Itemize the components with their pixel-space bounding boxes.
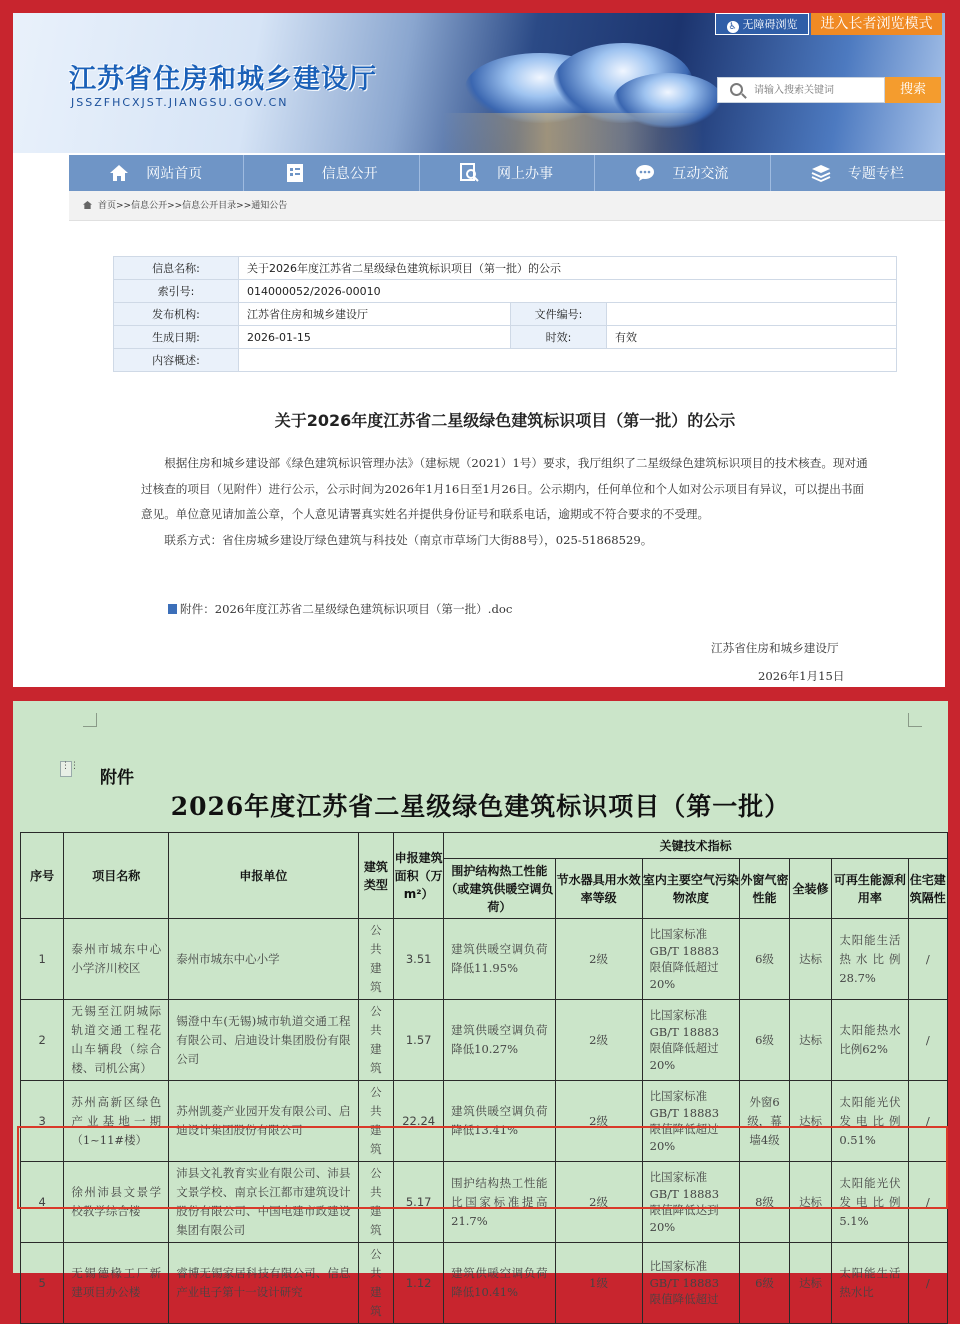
info-date-label: 生成日期: — [114, 326, 239, 349]
header-seq: 序号 — [21, 833, 64, 919]
nav-special-topics[interactable] — [771, 155, 945, 191]
header-name: 项目名称 — [64, 833, 169, 919]
header-decor: 全装修 — [789, 859, 832, 919]
info-docno-value — [607, 303, 897, 326]
info-docno-label: 文件编号: — [511, 303, 607, 326]
nav-label: 信息公开 — [321, 166, 378, 182]
air-line: GB/T 18883 — [649, 1105, 720, 1120]
attachment-label: 附件 — [100, 768, 134, 788]
cell-name: 泰州市城东中心小学济川校区 — [64, 919, 169, 1000]
cell-area: 5.17 — [394, 1162, 444, 1243]
info-validity-value: 有效 — [607, 326, 897, 349]
nav-info-public[interactable] — [244, 155, 419, 191]
air-line: 比国家标准 — [649, 1089, 708, 1103]
cell-name: 徐州沛县文景学校教学综合楼 — [64, 1162, 169, 1243]
table-row — [21, 1000, 948, 1081]
breadcrumb-path[interactable]: 首页>>信息公开>>信息公开目录>>通知公告 — [98, 201, 288, 211]
nav-label: 网上办事 — [497, 166, 554, 182]
nav-home[interactable] — [69, 155, 244, 191]
cell-area: 1.12 — [394, 1243, 444, 1324]
cell-renew: 太阳能光伏发电比例5.1% — [832, 1162, 908, 1243]
cell-unit: 锡澄中车(无锡)城市轨道交通工程有限公司、启迪设计集团股份有限公司 — [169, 1000, 358, 1081]
info-date-value: 2026-01-15 — [239, 326, 511, 349]
air-line: GB/T 18883 — [649, 1275, 720, 1290]
cell-envelope: 建筑供暖空调负荷降低10.27% — [444, 1000, 555, 1081]
cell-renew: 太阳能生活热水比例28.7% — [832, 919, 908, 1000]
site-title[interactable]: 江苏省住房和城乡建设厅 — [69, 64, 377, 95]
main-nav — [69, 155, 945, 191]
cell-window: 6级 — [740, 919, 790, 1000]
attachment-link[interactable] — [168, 601, 512, 617]
header-air: 室内主要空气污染物浓度 — [642, 859, 740, 919]
cell-unit: 沛县文礼教育实业有限公司、沛县文景学校、南京长江都市建筑设计股份有限公司、中国电建市政建设集团有限公司 — [169, 1162, 358, 1243]
air-line: 限值降低达到 — [649, 1203, 719, 1217]
cell-type: 公共建筑 — [358, 919, 394, 1000]
cell-unit: 睿博无锡家居科技有限公司、信息产业电子第十一设计研究 — [169, 1243, 358, 1324]
cell-air — [642, 1000, 740, 1081]
info-table — [113, 256, 897, 372]
margin-mark — [83, 713, 97, 727]
cell-air — [642, 919, 740, 1000]
cell-window: 外窗6级，幕墙4级 — [740, 1081, 790, 1162]
air-line: 限值降低超过 — [649, 960, 719, 974]
search-icon — [730, 83, 743, 96]
info-validity-label: 时效: — [511, 326, 607, 349]
cell-decor: 达标 — [789, 1162, 832, 1243]
cell-window: 6级 — [740, 1000, 790, 1081]
cell-extra: / — [908, 1162, 947, 1243]
info-summary-value — [239, 349, 897, 372]
cell-type: 公共建筑 — [358, 1162, 394, 1243]
cell-area: 3.51 — [394, 919, 444, 1000]
header-envelope: 围护结构热工性能（或建筑供暖空调负荷） — [444, 859, 555, 919]
header-area: 申报建筑面积（万m²） — [394, 833, 444, 919]
air-line: 限值降低超过 — [649, 1122, 719, 1136]
air-line: 20% — [649, 976, 676, 991]
header-key-indicators: 关键技术指标 — [444, 833, 948, 859]
info-publisher-value: 江苏省住房和城乡建设厅 — [239, 303, 511, 326]
home-icon — [83, 201, 92, 209]
cell-seq: 5 — [21, 1243, 64, 1324]
search-box — [717, 77, 885, 103]
accessibility-button[interactable] — [715, 13, 809, 35]
cell-decor: 达标 — [789, 1000, 832, 1081]
cell-air — [642, 1243, 740, 1324]
air-line: 限值降低超过 — [649, 1041, 719, 1055]
info-name-value: 关于2026年度江苏省二星级绿色建筑标识项目（第一批）的公示 — [239, 257, 897, 280]
nav-label: 互动交流 — [672, 166, 729, 182]
document-icon — [286, 164, 304, 182]
air-line: GB/T 18883 — [649, 943, 720, 958]
info-index-label: 索引号: — [114, 280, 239, 303]
attachment-doc-panel — [13, 701, 948, 1318]
highlight-box — [17, 1126, 948, 1209]
home-icon — [110, 164, 128, 182]
cell-water: 2级 — [555, 1000, 642, 1081]
cell-type: 公共建筑 — [358, 1243, 394, 1324]
breadcrumb — [69, 191, 945, 221]
nav-label: 网站首页 — [146, 166, 203, 182]
cell-seq: 3 — [21, 1081, 64, 1162]
search-doc-icon — [461, 164, 479, 182]
attachment-title: 2026年度江苏省二星级绿色建筑标识项目（第一批） — [170, 792, 791, 821]
cell-seq: 4 — [21, 1162, 64, 1243]
cell-unit: 苏州凯菱产业园开发有限公司、启迪设计集团股份有限公司 — [169, 1081, 358, 1162]
cell-extra: / — [908, 919, 947, 1000]
cell-type: 公共建筑 — [358, 1081, 394, 1162]
accessibility-label: 无障碍浏览 — [742, 18, 798, 31]
cell-seq: 1 — [21, 919, 64, 1000]
table-row — [21, 919, 948, 1000]
document-body — [141, 451, 871, 553]
air-line: 20% — [649, 1057, 676, 1072]
header-type: 建筑类型 — [358, 833, 394, 919]
cell-renew: 太阳能热水比例62% — [832, 1000, 908, 1081]
signature-date: 2026年1月15日 — [758, 669, 845, 683]
cell-water: 2级 — [555, 919, 642, 1000]
cell-renew: 太阳能生活热水比 — [832, 1243, 908, 1324]
nav-interaction[interactable] — [595, 155, 770, 191]
header-window: 外窗气密性能 — [740, 859, 790, 919]
city-lights — [443, 113, 703, 153]
margin-mark — [908, 713, 922, 727]
attachment-label: 附件：2026年度江苏省二星级绿色建筑标识项目（第一批）.doc — [180, 602, 513, 616]
elder-mode-button[interactable]: 进入长者浏览模式 — [811, 13, 942, 35]
air-line: 比国家标准 — [649, 1259, 708, 1274]
cell-seq: 2 — [21, 1000, 64, 1081]
document-title: 关于2026年度江苏省二星级绿色建筑标识项目（第一批）的公示 — [274, 411, 736, 430]
cell-envelope: 围护结构热工性能比国家标准提高21.7% — [444, 1162, 555, 1243]
air-line: GB/T 18883 — [649, 1186, 720, 1201]
cell-window: 6级 — [740, 1243, 790, 1324]
cell-type: 公共建筑 — [358, 1000, 394, 1081]
info-publisher-label: 发布机构: — [114, 303, 239, 326]
cell-area: 22.24 — [394, 1081, 444, 1162]
header-unit: 申报单位 — [169, 833, 358, 919]
site-domain: JSSZFHCXJST.JIANGSU.GOV.CN — [71, 96, 289, 109]
cell-water: 1级 — [555, 1243, 642, 1324]
drag-handle-icon[interactable]: ⋮⋮ — [60, 761, 72, 777]
table-row — [21, 1243, 948, 1324]
air-line: 20% — [649, 1138, 676, 1153]
projects-table — [20, 832, 948, 1324]
air-line: 比国家标准 — [649, 1008, 708, 1022]
cell-name: 苏州高新区绿色产业基地一期（1~11#楼） — [64, 1081, 169, 1162]
cell-decor: 达标 — [789, 1081, 832, 1162]
nav-online-service[interactable] — [420, 155, 595, 191]
cell-envelope: 建筑供暖空调负荷降低10.41% — [444, 1243, 555, 1324]
cell-extra: / — [908, 1081, 947, 1162]
cell-name: 无锡德椽工厂新建项目办公楼 — [64, 1243, 169, 1324]
cell-name: 无锡至江阴城际轨道交通工程花山车辆段（综合楼、司机公寓） — [64, 1000, 169, 1081]
header-extra: 住宅建筑隔性 — [908, 859, 947, 919]
cell-decor: 达标 — [789, 919, 832, 1000]
info-index-value: 014000052/2026-00010 — [239, 280, 897, 303]
air-line: 比国家标准 — [649, 927, 708, 941]
layers-icon — [812, 164, 830, 182]
air-line: GB/T 18883 — [649, 1024, 720, 1039]
header-renew: 可再生能源利用率 — [832, 859, 908, 919]
cell-extra: / — [908, 1243, 947, 1324]
chat-icon — [636, 164, 654, 182]
air-line: 限值降低超过 — [649, 1292, 719, 1307]
search-button[interactable]: 搜索 — [885, 77, 941, 103]
site-banner — [13, 13, 945, 153]
cell-unit: 泰州市城东中心小学 — [169, 919, 358, 1000]
header-water: 节水器具用水效率等级 — [555, 859, 642, 919]
accessibility-icon: ♿ — [728, 22, 737, 32]
contact-paragraph: 联系方式：省住房城乡建设厅绿色建筑与科技处（南京市草场门大街88号），025-51868529。 — [164, 532, 653, 547]
air-line: 比国家标准 — [649, 1170, 708, 1184]
cell-water: 2级 — [555, 1081, 642, 1162]
info-name-label: 信息名称: — [114, 257, 239, 280]
document-paragraph: 根据住房和城乡建设部《绿色建筑标识管理办法》（建标规（2021）1号）要求，我厅组织了二星级绿色建筑标识项目的技术核查。现对通过核查的项目（见附件）进行公示，公示时间为2026年1月16日至1月26日。公示期内，任何单位和个人如对公示项目有异议，可以提出书面意见。单位意见请加盖公章，个人意见请署真实姓名并提供身份证号和联系电话，逾期或不符合要求的不受理。 — [141, 456, 868, 521]
info-summary-label: 内容概述: — [114, 349, 239, 372]
nav-label: 专题专栏 — [847, 166, 904, 182]
cell-water: 2级 — [555, 1162, 642, 1243]
cell-envelope: 建筑供暖空调负荷降低13.41% — [444, 1081, 555, 1162]
cell-decor: 达标 — [789, 1243, 832, 1324]
cell-renew: 太阳能光伏发电比例0.51% — [832, 1081, 908, 1162]
cell-window: 8级 — [740, 1162, 790, 1243]
signature-org: 江苏省住房和城乡建设厅 — [711, 641, 839, 655]
website-panel — [13, 13, 945, 687]
cell-envelope: 建筑供暖空调负荷降低11.95% — [444, 919, 555, 1000]
cell-area: 1.57 — [394, 1000, 444, 1081]
search-input[interactable] — [754, 78, 882, 102]
air-line: 20% — [649, 1219, 676, 1234]
doc-file-icon — [168, 604, 177, 614]
cell-extra: / — [908, 1000, 947, 1081]
